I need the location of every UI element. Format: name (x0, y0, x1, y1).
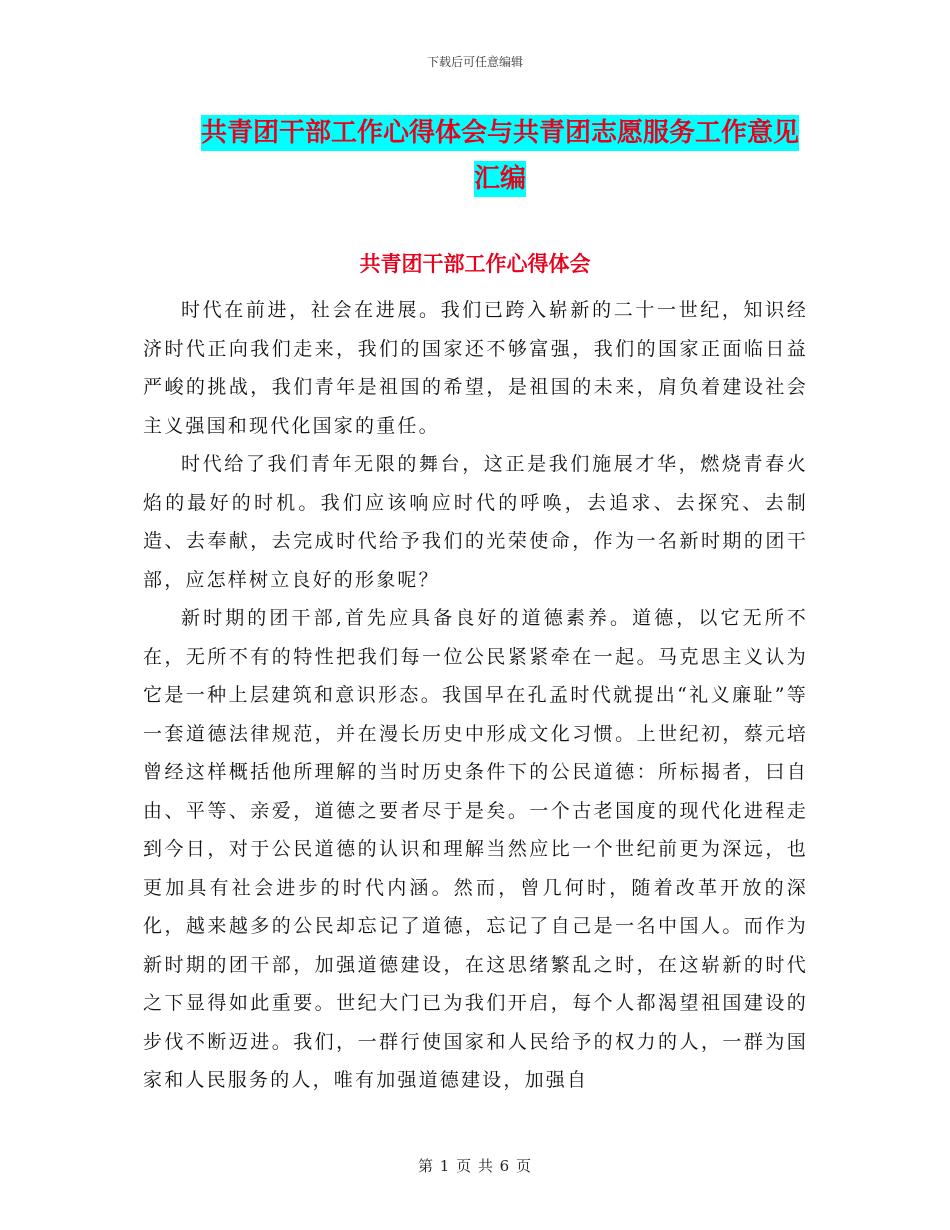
document-title-line-1: 共青团干部工作心得体会与共青团志愿服务工作意见 (201, 115, 799, 151)
document-title (150, 110, 850, 202)
document-title-line-2: 汇编 (474, 161, 526, 197)
paragraph: 时代给了我们青年无限的舞台，这正是我们施展才华，燃烧青春火焰的最好的时机。我们应该响应时代的呼唤，去追求、去探究、去制造、去奉献，去完成时代给予我们的光荣使命，作为一名新时期的团干部，应怎样树立良好的形象呢？ (143, 453, 808, 591)
page-number-footer: 第 1 页 共 6 页 (418, 1157, 532, 1175)
paragraph: 时代在前进，社会在进展。我们已跨入崭新的二十一世纪，知识经济时代正向我们走来，我们的国家还不够富强，我们的国家正面临日益严峻的挑战，我们青年是祖国的希望，是祖国的未来，肩负着建设社会主义强国和现代化国家的重任。 (143, 299, 808, 437)
section-title: 共青团干部工作心得体会 (359, 252, 591, 276)
document-body (143, 291, 808, 1100)
paragraph: 新时期的团干部,首先应具备良好的道德素养。道德，以它无所不在，无所不有的特性把我们每一位公民紧紧牵在一起。马克思主义认为它是一种上层建筑和意识形态。我国早在孔孟时代就提出“礼义廉耻”等一套道德法律规范，并在漫长历史中形成文化习惯。上世纪初，蔡元培曾经这样概括他所理解的当时历史条件下的公民道德：所标揭者，曰自由、平等、亲爱，道德之要者尽于是矣。一个古老国度的现代化进程走到今日，对于公民道德的认识和理解当然应比一个世纪前更为深远，也更加具有社会进步的时代内涵。然而，曾几何时，随着改革开放的深化，越来越多的公民却忘记了道德，忘记了自己是一名中国人。而作为新时期的团干部，加强道德建设，在这思绪繁乱之时，在这崭新的时代之下显得如此重要。世纪大门已为我们开启，每个人都渴望祖国建设的步伐不断迈进。我们，一群行使国家和人民给予的权力的人，一群为国家和人民服务的人，唯有加强道德建设，加强自 (143, 607, 808, 1091)
header-note: 下载后可任意编辑 (426, 55, 523, 69)
